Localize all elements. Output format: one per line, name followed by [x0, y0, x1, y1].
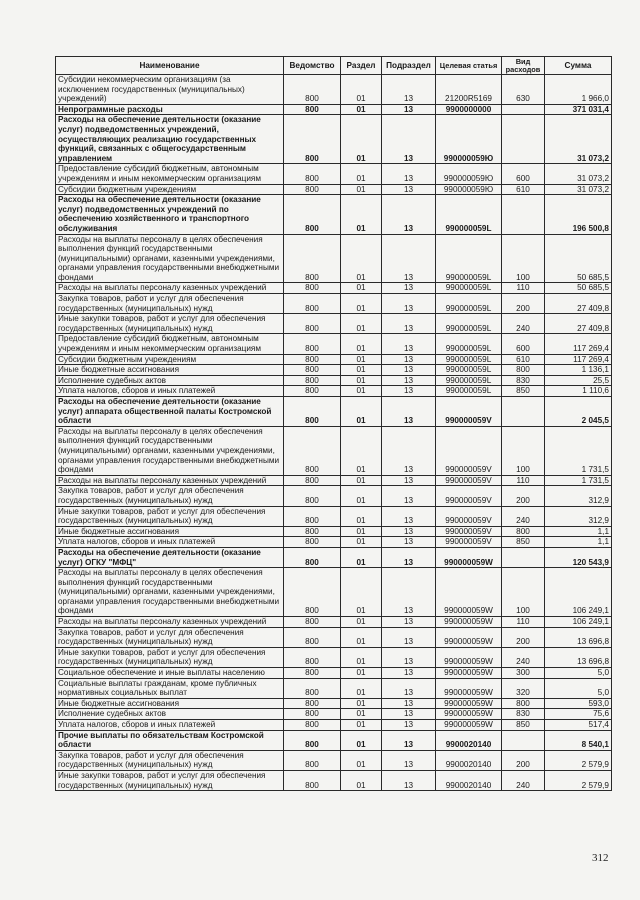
- cell-name: Иные закупки товаров, работ и услуг для обеспечения государственных (муниципальных) нужд: [56, 314, 284, 334]
- cell-razdel: 01: [341, 104, 382, 115]
- cell-razdel: 01: [341, 426, 382, 475]
- cell-vid: 200: [502, 627, 545, 647]
- cell-celevaya: 990000059W: [436, 709, 502, 720]
- cell-ved: 800: [284, 365, 341, 376]
- cell-podrazdel: 13: [382, 115, 436, 164]
- cell-podrazdel: 13: [382, 426, 436, 475]
- cell-podrazdel: 13: [382, 720, 436, 731]
- cell-vid: 110: [502, 283, 545, 294]
- cell-celevaya: 990000059V: [436, 537, 502, 548]
- cell-summa: 27 409,8: [545, 294, 612, 314]
- cell-name: Закупка товаров, работ и услуг для обеспечения государственных (муниципальных) нужд: [56, 294, 284, 314]
- cell-name: Расходы на обеспечение деятельности (оказание услуг) подведомственных учреждений по обеспечению хозяйственного и транспортного обслуживания: [56, 195, 284, 234]
- cell-podrazdel: 13: [382, 537, 436, 548]
- cell-podrazdel: 13: [382, 104, 436, 115]
- cell-celevaya: 990000059V: [436, 486, 502, 506]
- cell-ved: 800: [284, 668, 341, 679]
- header-summa: Сумма: [545, 57, 612, 75]
- cell-ved: 800: [284, 475, 341, 486]
- cell-summa: 312,9: [545, 486, 612, 506]
- cell-vid: [502, 397, 545, 427]
- cell-celevaya: 990000059L: [436, 375, 502, 386]
- table-row: [56, 75, 612, 105]
- cell-razdel: 01: [341, 164, 382, 184]
- table-row: [56, 294, 612, 314]
- cell-name: Расходы на выплаты персоналу в целях обеспечения выполнения функций государственными (муниципальными) органами, казенными учреждениями, органами управления государственными внебюджетными фондами: [56, 568, 284, 617]
- cell-ved: 800: [284, 115, 341, 164]
- cell-name: Иные бюджетные ассигнования: [56, 526, 284, 537]
- cell-razdel: 01: [341, 475, 382, 486]
- cell-razdel: 01: [341, 698, 382, 709]
- cell-vid: 240: [502, 770, 545, 790]
- cell-ved: 800: [284, 547, 341, 567]
- cell-vid: 850: [502, 720, 545, 731]
- cell-summa: 106 249,1: [545, 568, 612, 617]
- cell-name: Уплата налогов, сборов и иных платежей: [56, 537, 284, 548]
- cell-summa: 25,5: [545, 375, 612, 386]
- cell-ved: 800: [284, 334, 341, 354]
- cell-celevaya: 990000059V: [436, 426, 502, 475]
- cell-ved: 800: [284, 770, 341, 790]
- cell-celevaya: 990000059L: [436, 195, 502, 234]
- cell-summa: 5,0: [545, 678, 612, 698]
- cell-vid: [502, 195, 545, 234]
- cell-celevaya: 9900020140: [436, 750, 502, 770]
- cell-summa: 593,0: [545, 698, 612, 709]
- header-celevaya: Целевая статья: [436, 57, 502, 75]
- cell-razdel: 01: [341, 668, 382, 679]
- table-row: [56, 115, 612, 164]
- cell-celevaya: 990000059L: [436, 234, 502, 283]
- table-row: [56, 375, 612, 386]
- cell-ved: 800: [284, 698, 341, 709]
- table-row: [56, 750, 612, 770]
- cell-celevaya: 990000059Ю: [436, 164, 502, 184]
- cell-vid: 610: [502, 184, 545, 195]
- cell-razdel: 01: [341, 234, 382, 283]
- cell-razdel: 01: [341, 314, 382, 334]
- cell-celevaya: 990000059L: [436, 386, 502, 397]
- cell-summa: 1,1: [545, 526, 612, 537]
- cell-celevaya: 990000059V: [436, 475, 502, 486]
- cell-vid: 200: [502, 750, 545, 770]
- table-row: [56, 365, 612, 376]
- cell-name: Закупка товаров, работ и услуг для обеспечения государственных (муниципальных) нужд: [56, 627, 284, 647]
- cell-ved: 800: [284, 195, 341, 234]
- cell-razdel: 01: [341, 334, 382, 354]
- cell-name: Расходы на выплаты персоналу казенных учреждений: [56, 617, 284, 628]
- cell-podrazdel: 13: [382, 184, 436, 195]
- cell-celevaya: 9900020140: [436, 730, 502, 750]
- cell-vid: 830: [502, 375, 545, 386]
- cell-vid: 800: [502, 526, 545, 537]
- cell-razdel: 01: [341, 770, 382, 790]
- cell-ved: 800: [284, 375, 341, 386]
- cell-summa: 27 409,8: [545, 314, 612, 334]
- table-row: [56, 184, 612, 195]
- cell-razdel: 01: [341, 709, 382, 720]
- table-body: [56, 75, 612, 791]
- cell-ved: 800: [284, 354, 341, 365]
- table-row: [56, 709, 612, 720]
- cell-razdel: 01: [341, 365, 382, 376]
- cell-vid: [502, 547, 545, 567]
- cell-podrazdel: 13: [382, 568, 436, 617]
- cell-vid: 100: [502, 568, 545, 617]
- cell-summa: 1,1: [545, 537, 612, 548]
- cell-ved: 800: [284, 709, 341, 720]
- cell-celevaya: 990000059L: [436, 354, 502, 365]
- cell-name: Предоставление субсидий бюджетным, автономным учреждениям и иным некоммерческим организациям: [56, 164, 284, 184]
- cell-razdel: 01: [341, 184, 382, 195]
- cell-name: Закупка товаров, работ и услуг для обеспечения государственных (муниципальных) нужд: [56, 750, 284, 770]
- cell-summa: 31 073,2: [545, 115, 612, 164]
- cell-name: Непрограммные расходы: [56, 104, 284, 115]
- cell-name: Иные закупки товаров, работ и услуг для обеспечения государственных (муниципальных) нужд: [56, 647, 284, 667]
- cell-summa: 120 543,9: [545, 547, 612, 567]
- cell-razdel: 01: [341, 537, 382, 548]
- cell-ved: 800: [284, 314, 341, 334]
- cell-podrazdel: 13: [382, 294, 436, 314]
- cell-razdel: 01: [341, 568, 382, 617]
- cell-vid: 300: [502, 668, 545, 679]
- cell-podrazdel: 13: [382, 647, 436, 667]
- cell-celevaya: 990000059V: [436, 526, 502, 537]
- cell-ved: 800: [284, 234, 341, 283]
- cell-summa: 2 579,9: [545, 770, 612, 790]
- cell-podrazdel: 13: [382, 365, 436, 376]
- cell-podrazdel: 13: [382, 314, 436, 334]
- table-row: [56, 668, 612, 679]
- cell-ved: 800: [284, 627, 341, 647]
- cell-name: Иные закупки товаров, работ и услуг для обеспечения государственных (муниципальных) нужд: [56, 506, 284, 526]
- cell-celevaya: 990000059W: [436, 617, 502, 628]
- header-podrazdel: Подраздел: [382, 57, 436, 75]
- cell-ved: 800: [284, 184, 341, 195]
- cell-name: Субсидии некоммерческим организациям (за исключением государственных (муниципальных) учреждений): [56, 75, 284, 105]
- cell-celevaya: 990000059V: [436, 397, 502, 427]
- cell-podrazdel: 13: [382, 234, 436, 283]
- cell-celevaya: 990000059W: [436, 568, 502, 617]
- cell-celevaya: 990000059L: [436, 283, 502, 294]
- cell-summa: 196 500,8: [545, 195, 612, 234]
- cell-celevaya: 990000059W: [436, 720, 502, 731]
- cell-name: Субсидии бюджетным учреждениям: [56, 354, 284, 365]
- cell-name: Предоставление субсидий бюджетным, автономным учреждениям и иным некоммерческим организациям: [56, 334, 284, 354]
- cell-podrazdel: 13: [382, 526, 436, 537]
- cell-summa: 13 696,8: [545, 627, 612, 647]
- table-row: [56, 104, 612, 115]
- cell-podrazdel: 13: [382, 283, 436, 294]
- cell-name: Расходы на выплаты персоналу в целях обеспечения выполнения функций государственными (муниципальными) органами, казенными учреждениями, органами управления государственными внебюджетными фондами: [56, 234, 284, 283]
- cell-razdel: 01: [341, 750, 382, 770]
- cell-razdel: 01: [341, 283, 382, 294]
- cell-celevaya: 990000059W: [436, 698, 502, 709]
- cell-celevaya: 990000059L: [436, 294, 502, 314]
- cell-celevaya: 990000059Ю: [436, 115, 502, 164]
- cell-celevaya: 990000059W: [436, 627, 502, 647]
- table-row: [56, 720, 612, 731]
- cell-podrazdel: 13: [382, 354, 436, 365]
- table-row: [56, 770, 612, 790]
- cell-celevaya: 9900020140: [436, 770, 502, 790]
- cell-ved: 800: [284, 526, 341, 537]
- cell-razdel: 01: [341, 397, 382, 427]
- cell-name: Расходы на обеспечение деятельности (оказание услуг) ОГКУ "МФЦ": [56, 547, 284, 567]
- cell-summa: 31 073,2: [545, 164, 612, 184]
- cell-podrazdel: 13: [382, 730, 436, 750]
- cell-ved: 800: [284, 537, 341, 548]
- cell-name: Иные бюджетные ассигнования: [56, 698, 284, 709]
- cell-ved: 800: [284, 386, 341, 397]
- cell-vid: 100: [502, 234, 545, 283]
- table-row: [56, 426, 612, 475]
- cell-vid: 630: [502, 75, 545, 105]
- cell-ved: 800: [284, 397, 341, 427]
- cell-name: Уплата налогов, сборов и иных платежей: [56, 720, 284, 731]
- cell-ved: 800: [284, 720, 341, 731]
- cell-ved: 800: [284, 283, 341, 294]
- cell-vid: 800: [502, 698, 545, 709]
- cell-name: Уплата налогов, сборов и иных платежей: [56, 386, 284, 397]
- cell-name: Прочие выплаты по обязательствам Костромской области: [56, 730, 284, 750]
- cell-razdel: 01: [341, 386, 382, 397]
- cell-podrazdel: 13: [382, 475, 436, 486]
- cell-celevaya: 21200R5169: [436, 75, 502, 105]
- cell-ved: 800: [284, 75, 341, 105]
- cell-podrazdel: 13: [382, 678, 436, 698]
- cell-name: Субсидии бюджетным учреждениям: [56, 184, 284, 195]
- cell-celevaya: 990000059W: [436, 647, 502, 667]
- cell-ved: 800: [284, 104, 341, 115]
- cell-summa: 371 031,4: [545, 104, 612, 115]
- cell-razdel: 01: [341, 547, 382, 567]
- cell-ved: 800: [284, 678, 341, 698]
- cell-summa: 2 579,9: [545, 750, 612, 770]
- cell-razdel: 01: [341, 375, 382, 386]
- cell-name: Расходы на выплаты персоналу казенных учреждений: [56, 283, 284, 294]
- table-row: [56, 195, 612, 234]
- cell-name: Расходы на обеспечение деятельности (оказание услуг) подведомственных учреждений, осуществляющих реализацию государственных функций, связанных с общегосударственным управлением: [56, 115, 284, 164]
- cell-ved: 800: [284, 486, 341, 506]
- cell-podrazdel: 13: [382, 547, 436, 567]
- cell-summa: 50 685,5: [545, 283, 612, 294]
- cell-summa: 2 045,5: [545, 397, 612, 427]
- cell-razdel: 01: [341, 730, 382, 750]
- cell-name: Социальное обеспечение и иные выплаты населению: [56, 668, 284, 679]
- cell-razdel: 01: [341, 678, 382, 698]
- table-row: [56, 730, 612, 750]
- cell-podrazdel: 13: [382, 486, 436, 506]
- table-row: [56, 698, 612, 709]
- table-row: [56, 314, 612, 334]
- cell-name: Исполнение судебных актов: [56, 709, 284, 720]
- cell-celevaya: 990000059Ю: [436, 184, 502, 195]
- table-row: [56, 283, 612, 294]
- cell-celevaya: 990000059W: [436, 668, 502, 679]
- table-row: [56, 397, 612, 427]
- cell-summa: 312,9: [545, 506, 612, 526]
- table-row: [56, 547, 612, 567]
- cell-name: Расходы на выплаты персоналу в целях обеспечения выполнения функций государственными (муниципальными) органами, казенными учреждениями, органами управления государственными внебюджетными фондами: [56, 426, 284, 475]
- cell-summa: 8 540,1: [545, 730, 612, 750]
- cell-summa: 1 731,5: [545, 475, 612, 486]
- cell-razdel: 01: [341, 647, 382, 667]
- cell-summa: 31 073,2: [545, 184, 612, 195]
- cell-razdel: 01: [341, 354, 382, 365]
- cell-razdel: 01: [341, 720, 382, 731]
- cell-vid: 110: [502, 617, 545, 628]
- cell-podrazdel: 13: [382, 386, 436, 397]
- table-row: [56, 617, 612, 628]
- cell-podrazdel: 13: [382, 627, 436, 647]
- cell-podrazdel: 13: [382, 195, 436, 234]
- cell-razdel: 01: [341, 506, 382, 526]
- table-row: [56, 386, 612, 397]
- cell-vid: 600: [502, 164, 545, 184]
- cell-vid: 320: [502, 678, 545, 698]
- cell-ved: 800: [284, 568, 341, 617]
- header-razdel: Раздел: [341, 57, 382, 75]
- cell-vid: 200: [502, 294, 545, 314]
- cell-vid: [502, 104, 545, 115]
- table-row: [56, 627, 612, 647]
- cell-podrazdel: 13: [382, 164, 436, 184]
- cell-celevaya: 9900000000: [436, 104, 502, 115]
- table-row: [56, 234, 612, 283]
- cell-podrazdel: 13: [382, 375, 436, 386]
- cell-celevaya: 990000059W: [436, 547, 502, 567]
- table-row: [56, 647, 612, 667]
- cell-podrazdel: 13: [382, 334, 436, 354]
- cell-name: Расходы на выплаты персоналу казенных учреждений: [56, 475, 284, 486]
- table-row: [56, 537, 612, 548]
- cell-razdel: 01: [341, 294, 382, 314]
- table-row: [56, 334, 612, 354]
- cell-summa: 50 685,5: [545, 234, 612, 283]
- cell-podrazdel: 13: [382, 75, 436, 105]
- cell-celevaya: 990000059L: [436, 314, 502, 334]
- cell-name: Исполнение судебных актов: [56, 375, 284, 386]
- page-number: 312: [592, 852, 609, 864]
- cell-vid: 850: [502, 386, 545, 397]
- cell-podrazdel: 13: [382, 770, 436, 790]
- cell-ved: 800: [284, 294, 341, 314]
- cell-ved: 800: [284, 647, 341, 667]
- cell-vid: [502, 730, 545, 750]
- cell-name: Иные закупки товаров, работ и услуг для обеспечения государственных (муниципальных) нужд: [56, 770, 284, 790]
- cell-celevaya: 990000059W: [436, 678, 502, 698]
- header-name: Наименование: [56, 57, 284, 75]
- cell-vid: 100: [502, 426, 545, 475]
- cell-vid: 830: [502, 709, 545, 720]
- table-header-row: [56, 57, 612, 75]
- cell-ved: 800: [284, 426, 341, 475]
- cell-podrazdel: 13: [382, 506, 436, 526]
- cell-vid: 600: [502, 334, 545, 354]
- cell-ved: 800: [284, 730, 341, 750]
- cell-razdel: 01: [341, 115, 382, 164]
- cell-summa: 1 136,1: [545, 365, 612, 376]
- cell-summa: 517,4: [545, 720, 612, 731]
- cell-vid: 110: [502, 475, 545, 486]
- table-row: [56, 354, 612, 365]
- cell-vid: 850: [502, 537, 545, 548]
- cell-vid: 240: [502, 647, 545, 667]
- cell-summa: 106 249,1: [545, 617, 612, 628]
- cell-razdel: 01: [341, 627, 382, 647]
- cell-ved: 800: [284, 617, 341, 628]
- cell-podrazdel: 13: [382, 750, 436, 770]
- cell-vid: 610: [502, 354, 545, 365]
- cell-name: Иные бюджетные ассигнования: [56, 365, 284, 376]
- cell-podrazdel: 13: [382, 668, 436, 679]
- cell-summa: 117 269,4: [545, 334, 612, 354]
- cell-ved: 800: [284, 506, 341, 526]
- cell-summa: 5,0: [545, 668, 612, 679]
- cell-celevaya: 990000059L: [436, 334, 502, 354]
- table-row: [56, 678, 612, 698]
- header-ved: Ведомство: [284, 57, 341, 75]
- cell-razdel: 01: [341, 75, 382, 105]
- cell-podrazdel: 13: [382, 698, 436, 709]
- cell-summa: 75,6: [545, 709, 612, 720]
- cell-razdel: 01: [341, 526, 382, 537]
- cell-razdel: 01: [341, 195, 382, 234]
- cell-celevaya: 990000059V: [436, 506, 502, 526]
- budget-table: [55, 56, 612, 791]
- cell-vid: 800: [502, 365, 545, 376]
- table-row: [56, 164, 612, 184]
- cell-summa: 13 696,8: [545, 647, 612, 667]
- table-row: [56, 568, 612, 617]
- cell-name: Закупка товаров, работ и услуг для обеспечения государственных (муниципальных) нужд: [56, 486, 284, 506]
- cell-summa: 117 269,4: [545, 354, 612, 365]
- cell-ved: 800: [284, 164, 341, 184]
- cell-razdel: 01: [341, 617, 382, 628]
- cell-podrazdel: 13: [382, 397, 436, 427]
- table-row: [56, 486, 612, 506]
- header-vid: Вид расходов: [502, 57, 545, 75]
- cell-podrazdel: 13: [382, 709, 436, 720]
- cell-summa: 1 731,5: [545, 426, 612, 475]
- cell-podrazdel: 13: [382, 617, 436, 628]
- cell-ved: 800: [284, 750, 341, 770]
- cell-summa: 1 966,0: [545, 75, 612, 105]
- cell-name: Расходы на обеспечение деятельности (оказание услуг) аппарата общественной палаты Костромской области: [56, 397, 284, 427]
- cell-vid: [502, 115, 545, 164]
- table-row: [56, 506, 612, 526]
- table-row: [56, 475, 612, 486]
- cell-summa: 1 110,6: [545, 386, 612, 397]
- cell-name: Социальные выплаты гражданам, кроме публичных нормативных социальных выплат: [56, 678, 284, 698]
- cell-vid: 240: [502, 314, 545, 334]
- cell-vid: 240: [502, 506, 545, 526]
- table-row: [56, 526, 612, 537]
- cell-celevaya: 990000059L: [436, 365, 502, 376]
- cell-razdel: 01: [341, 486, 382, 506]
- cell-vid: 200: [502, 486, 545, 506]
